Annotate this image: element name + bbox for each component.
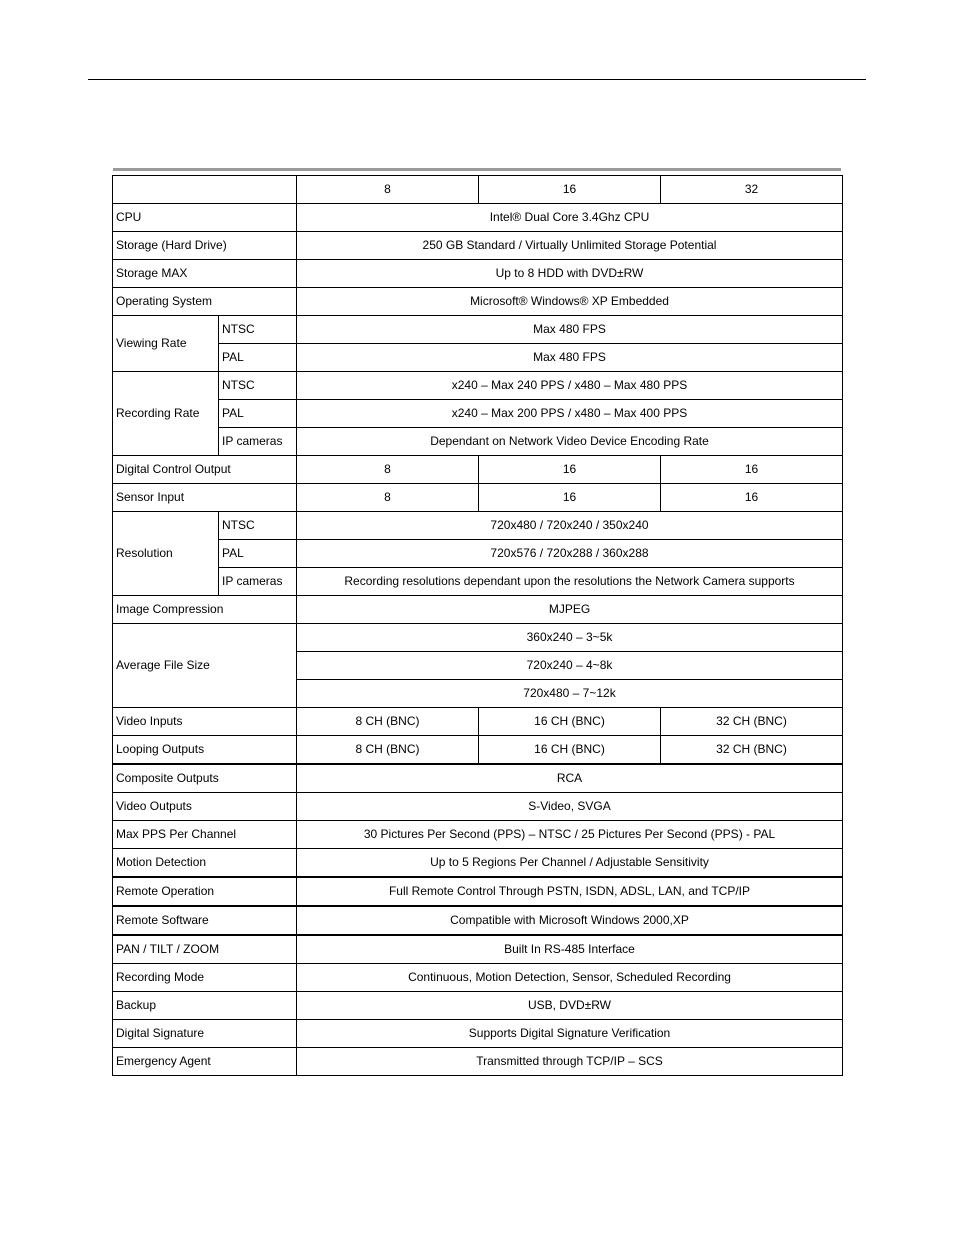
table-top-rule: [113, 168, 841, 171]
row-value: x240 – Max 200 PPS / x480 – Max 400 PPS: [297, 400, 843, 428]
row-value: 16: [661, 456, 843, 484]
table-row-remote-software: [113, 906, 843, 935]
table-row-sensor-input: [113, 484, 843, 512]
row-label: Max PPS Per Channel: [113, 821, 297, 849]
table-row-storage-max: [113, 260, 843, 288]
row-value: Compatible with Microsoft Windows 2000,XP: [297, 906, 843, 935]
row-label: CPU: [113, 204, 297, 232]
row-value: Continuous, Motion Detection, Sensor, Scheduled Recording: [297, 964, 843, 992]
row-label: Image Compression: [113, 596, 297, 624]
table-row-resolution-ntsc: [113, 512, 843, 540]
row-label: Average File Size: [113, 624, 297, 708]
row-value: Up to 8 HDD with DVD±RW: [297, 260, 843, 288]
row-value: Supports Digital Signature Verification: [297, 1020, 843, 1048]
row-label: Digital Control Output: [113, 456, 297, 484]
row-label: Digital Signature: [113, 1020, 297, 1048]
row-label: Operating System: [113, 288, 297, 316]
row-label: Storage MAX: [113, 260, 297, 288]
row-value: 30 Pictures Per Second (PPS) – NTSC / 25 Pictures Per Second (PPS) - PAL: [297, 821, 843, 849]
row-value: Full Remote Control Through PSTN, ISDN, ADSL, LAN, and TCP/IP: [297, 877, 843, 906]
row-label: Video Inputs: [113, 708, 297, 736]
row-label: Recording Rate: [113, 372, 219, 456]
row-value: 16: [479, 456, 661, 484]
row-sublabel: NTSC: [219, 372, 297, 400]
table-row-recording-pal: [113, 400, 843, 428]
table-row-looping-outputs: [113, 736, 843, 765]
column-header-8: 8: [297, 176, 479, 204]
table-row-max-pps: [113, 821, 843, 849]
table-row-viewing-pal: [113, 344, 843, 372]
row-sublabel: PAL: [219, 400, 297, 428]
row-label: Sensor Input: [113, 484, 297, 512]
row-value: 8 CH (BNC): [297, 708, 479, 736]
table-row-recording-ip: [113, 428, 843, 456]
table-row-recording-ntsc: [113, 372, 843, 400]
table-row-image-compression: [113, 596, 843, 624]
row-sublabel: PAL: [219, 344, 297, 372]
column-header-32: 32: [661, 176, 843, 204]
table-row-digital-signature: [113, 1020, 843, 1048]
row-value: 8 CH (BNC): [297, 736, 479, 765]
table-row-video-outputs: [113, 793, 843, 821]
table-row-backup: [113, 992, 843, 1020]
row-value: 32 CH (BNC): [661, 708, 843, 736]
row-label: Remote Operation: [113, 877, 297, 906]
row-value: S-Video, SVGA: [297, 793, 843, 821]
row-value: 720x576 / 720x288 / 360x288: [297, 540, 843, 568]
row-value: 250 GB Standard / Virtually Unlimited Storage Potential: [297, 232, 843, 260]
row-label: Emergency Agent: [113, 1048, 297, 1076]
table-row-storage: [113, 232, 843, 260]
row-value: 360x240 – 3~5k: [297, 624, 843, 652]
row-value: Recording resolutions dependant upon the resolutions the Network Camera supports: [297, 568, 843, 596]
row-label: Resolution: [113, 512, 219, 596]
row-sublabel: NTSC: [219, 316, 297, 344]
row-value: 720x480 / 720x240 / 350x240: [297, 512, 843, 540]
row-value: Up to 5 Regions Per Channel / Adjustable Sensitivity: [297, 849, 843, 878]
table-row-header: [113, 176, 843, 204]
row-label: Viewing Rate: [113, 316, 219, 372]
table-row-avg-file-size-1: [113, 624, 843, 652]
row-value: Built In RS-485 Interface: [297, 935, 843, 964]
row-value: RCA: [297, 764, 843, 793]
table-row-recording-mode: [113, 964, 843, 992]
row-label: Backup: [113, 992, 297, 1020]
row-value: x240 – Max 240 PPS / x480 – Max 480 PPS: [297, 372, 843, 400]
row-value: 720x480 – 7~12k: [297, 680, 843, 708]
row-label: Composite Outputs: [113, 764, 297, 793]
row-value: 16: [661, 484, 843, 512]
table-row-remote-operation: [113, 877, 843, 906]
row-sublabel: IP cameras: [219, 568, 297, 596]
row-value: USB, DVD±RW: [297, 992, 843, 1020]
row-value: 32 CH (BNC): [661, 736, 843, 765]
table-row-digital-control-output: [113, 456, 843, 484]
table-row-viewing-ntsc: [113, 316, 843, 344]
row-label: Storage (Hard Drive): [113, 232, 297, 260]
row-value: 16: [479, 484, 661, 512]
header-blank-cell: [113, 176, 297, 204]
row-label: PAN / TILT / ZOOM: [113, 935, 297, 964]
table-row-motion-detection: [113, 849, 843, 878]
header-rule: [88, 79, 866, 80]
row-value: 16 CH (BNC): [479, 708, 661, 736]
table-row-os: [113, 288, 843, 316]
row-sublabel: PAL: [219, 540, 297, 568]
row-label: Remote Software: [113, 906, 297, 935]
row-label: Video Outputs: [113, 793, 297, 821]
table-row-composite-outputs: [113, 764, 843, 793]
row-value: MJPEG: [297, 596, 843, 624]
table-row-emergency-agent: [113, 1048, 843, 1076]
row-sublabel: IP cameras: [219, 428, 297, 456]
spec-table: [112, 175, 843, 1076]
row-value: 720x240 – 4~8k: [297, 652, 843, 680]
row-value: Microsoft® Windows® XP Embedded: [297, 288, 843, 316]
row-value: 8: [297, 484, 479, 512]
table-row-ptz: [113, 935, 843, 964]
row-value: Intel® Dual Core 3.4Ghz CPU: [297, 204, 843, 232]
row-value: Dependant on Network Video Device Encoding Rate: [297, 428, 843, 456]
row-sublabel: NTSC: [219, 512, 297, 540]
row-value: Max 480 FPS: [297, 316, 843, 344]
row-value: Transmitted through TCP/IP – SCS: [297, 1048, 843, 1076]
table-row-resolution-pal: [113, 540, 843, 568]
row-label: Recording Mode: [113, 964, 297, 992]
row-label: Motion Detection: [113, 849, 297, 878]
table-row-cpu: [113, 204, 843, 232]
row-value: Max 480 FPS: [297, 344, 843, 372]
row-value: 8: [297, 456, 479, 484]
row-value: 16 CH (BNC): [479, 736, 661, 765]
row-label: Looping Outputs: [113, 736, 297, 765]
table-row-video-inputs: [113, 708, 843, 736]
column-header-16: 16: [479, 176, 661, 204]
table-row-resolution-ip: [113, 568, 843, 596]
